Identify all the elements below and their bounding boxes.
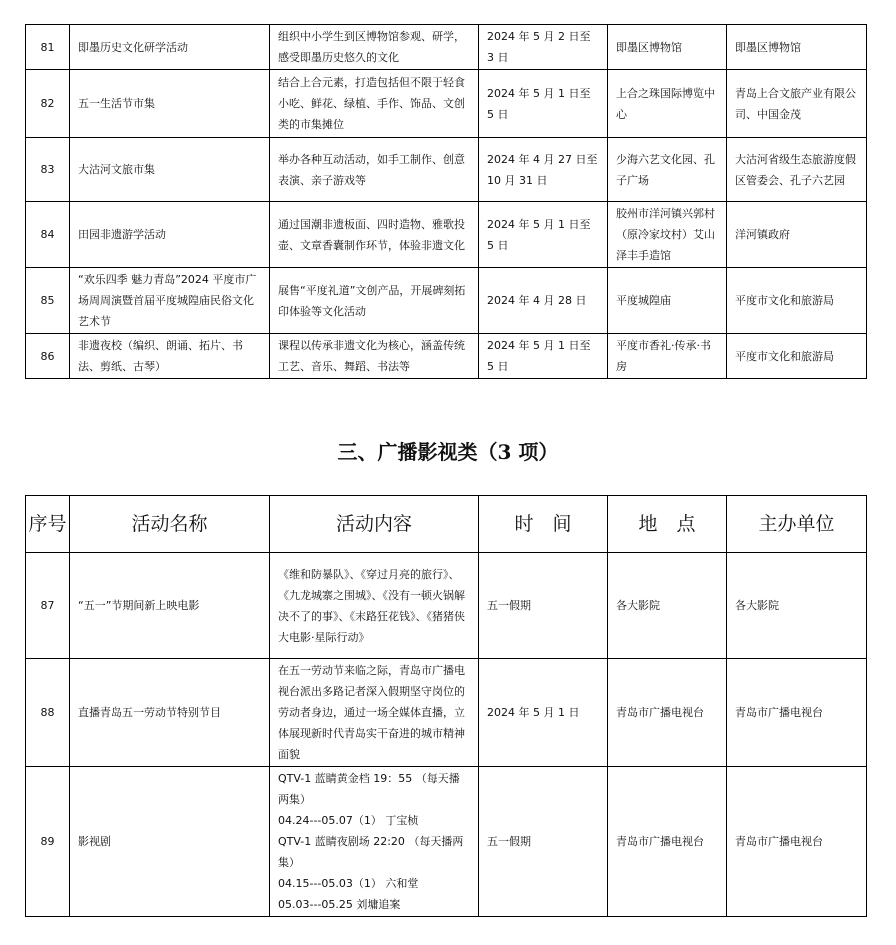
header-time: 时 间 <box>479 496 608 553</box>
activity-organizer: 即墨区博物馆 <box>727 25 867 70</box>
row-number: 89 <box>26 767 70 917</box>
row-number: 83 <box>26 138 70 202</box>
activity-content: 在五一劳动节来临之际，青岛市广播电视台派出多路记者深入假期坚守岗位的劳动者身边，通过一场全媒体直播，立体展现新时代青岛实干奋进的城市精神面貌 <box>270 659 479 767</box>
table-row <box>26 767 867 917</box>
activity-place: 少海六艺文化园、孔子广场 <box>608 138 727 202</box>
header-place: 地 点 <box>608 496 727 553</box>
activity-organizer: 平度市文化和旅游局 <box>727 334 867 379</box>
activity-content: 通过国潮非遗板面、四时造物、雅歌投壶、文章香囊制作环节，体验非遗文化 <box>270 202 479 268</box>
row-number: 87 <box>26 553 70 659</box>
row-number: 86 <box>26 334 70 379</box>
table-row <box>26 334 867 379</box>
table-row <box>26 268 867 334</box>
activity-content: 结合上合元素，打造包括但不限于轻食小吃、鲜花、绿植、手作、饰品、文创类的市集摊位 <box>270 70 479 138</box>
activity-name: 直播青岛五一劳动节特别节目 <box>70 659 270 767</box>
section-heading: 三、广播影视类（3 项） <box>337 440 559 464</box>
activity-place: 即墨区博物馆 <box>608 25 727 70</box>
header-organizer: 主办单位 <box>727 496 867 553</box>
activities-table-continued <box>25 24 867 379</box>
activity-content: QTV-1 蓝睛黄金档 19：55 （每天播两集） 04.24---05.07（1） 丁宝桢 QTV-1 蓝睛夜剧场 22:20 （每天播两集） 04.15---05.03（1） 六和堂 05.03---05.25 刘墉追案 <box>270 767 479 917</box>
table-row <box>26 202 867 268</box>
activity-content: 展售“平度礼道”文创产品，开展碑刻拓印体验等文化活动 <box>270 268 479 334</box>
activity-place: 青岛市广播电视台 <box>608 767 727 917</box>
row-number: 82 <box>26 70 70 138</box>
activity-time: 2024 年 5 月 1 日至 5 日 <box>479 334 608 379</box>
activity-content: 组织中小学生到区博物馆参观、研学，感受即墨历史悠久的文化 <box>270 25 479 70</box>
row-number: 88 <box>26 659 70 767</box>
activity-organizer: 洋河镇政府 <box>727 202 867 268</box>
activity-content: 课程以传承非遗文化为核心，涵盖传统工艺、音乐、舞蹈、书法等 <box>270 334 479 379</box>
activity-time: 2024 年 5 月 1 日 <box>479 659 608 767</box>
activity-time: 五一假期 <box>479 553 608 659</box>
activity-name: “欢乐四季 魅力青岛”2024 平度市广场周周演暨首届平度城隍庙民俗文化艺术节 <box>70 268 270 334</box>
row-number: 84 <box>26 202 70 268</box>
activity-place: 各大影院 <box>608 553 727 659</box>
activity-organizer: 青岛上合文旅产业有限公司、中国金茂 <box>727 70 867 138</box>
header-serial-number: 序号 <box>26 496 70 553</box>
broadcast-activities-table <box>25 495 867 917</box>
activity-name: 五一生活节市集 <box>70 70 270 138</box>
activity-content: 《维和防暴队》、《穿过月亮的旅行》、《九龙城寨之围城》、《没有一顿火锅解决不了的事》、《末路狂花钱》、《猪猪侠大电影·星际行动》 <box>270 553 479 659</box>
activity-place: 平度市香礼·传承·书房 <box>608 334 727 379</box>
header-activity-content: 活动内容 <box>270 496 479 553</box>
activity-name: 影视剧 <box>70 767 270 917</box>
table-row <box>26 138 867 202</box>
row-number: 81 <box>26 25 70 70</box>
activity-organizer: 各大影院 <box>727 553 867 659</box>
activity-place: 上合之珠国际博览中心 <box>608 70 727 138</box>
activity-organizer: 青岛市广播电视台 <box>727 767 867 917</box>
table-row <box>26 70 867 138</box>
activity-name: 大沽河文旅市集 <box>70 138 270 202</box>
activity-time: 2024 年 5 月 2 日至 3 日 <box>479 25 608 70</box>
table-header-row <box>26 496 867 553</box>
activity-time: 五一假期 <box>479 767 608 917</box>
header-activity-name: 活动名称 <box>70 496 270 553</box>
activity-time: 2024 年 4 月 28 日 <box>479 268 608 334</box>
activity-time: 2024 年 5 月 1 日至 5 日 <box>479 202 608 268</box>
activity-organizer: 大沽河省级生态旅游度假区管委会、孔子六艺园 <box>727 138 867 202</box>
activity-name: 非遗夜校（编织、朗诵、拓片、书法、剪纸、古琴） <box>70 334 270 379</box>
activity-place: 青岛市广播电视台 <box>608 659 727 767</box>
activity-name: 即墨历史文化研学活动 <box>70 25 270 70</box>
activity-organizer: 青岛市广播电视台 <box>727 659 867 767</box>
activity-time: 2024 年 5 月 1 日至 5 日 <box>479 70 608 138</box>
activity-content: 举办各种互动活动，如手工制作、创意表演、亲子游戏等 <box>270 138 479 202</box>
row-number: 85 <box>26 268 70 334</box>
table-row <box>26 553 867 659</box>
activity-name: 田园非遗游学活动 <box>70 202 270 268</box>
activity-name: “五一”节期间新上映电影 <box>70 553 270 659</box>
table-row <box>26 25 867 70</box>
table-row <box>26 659 867 767</box>
activity-organizer: 平度市文化和旅游局 <box>727 268 867 334</box>
activity-time: 2024 年 4 月 27 日至 10 月 31 日 <box>479 138 608 202</box>
activity-place: 胶州市洋河镇兴郭村（原冷家坟村）艾山泽丰手造馆 <box>608 202 727 268</box>
activity-place: 平度城隍庙 <box>608 268 727 334</box>
